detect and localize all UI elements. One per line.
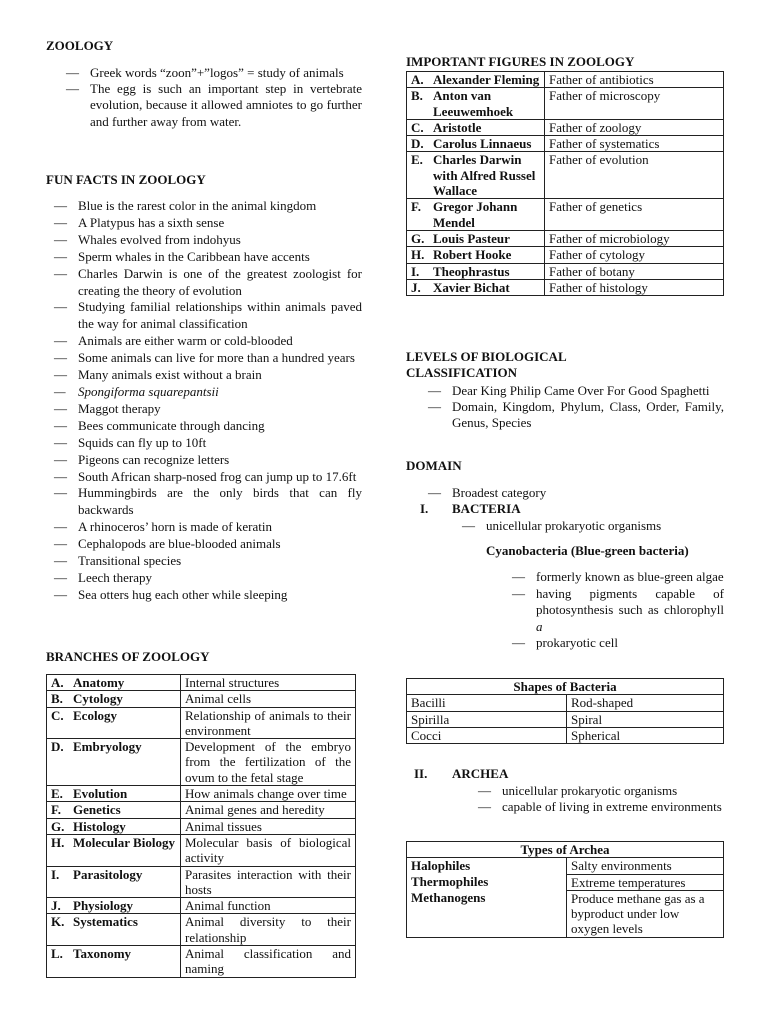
- figure-title: Father of microbiology: [545, 230, 724, 246]
- list-item: — Some animals can live for more than a hundred years: [54, 350, 362, 367]
- figure-name: [411, 280, 540, 295]
- branch-name-cell: [47, 691, 181, 707]
- figures-table: [406, 71, 724, 296]
- branch-label: Ecology: [73, 707, 118, 723]
- list-item: — A Platypus has a sixth sense: [54, 215, 362, 232]
- fun-facts-list: [54, 198, 362, 604]
- cyanobacteria-list: [512, 569, 724, 652]
- branch-label: Physiology: [73, 898, 133, 914]
- figure-label: Alexander Fleming: [433, 72, 540, 87]
- list-item: — Animals are either warm or cold-blooded: [54, 333, 362, 350]
- branch-label: Taxonomy: [73, 946, 132, 962]
- list-item: — Sperm whales in the Caribbean have accents: [54, 249, 362, 266]
- figure-name: [411, 231, 540, 246]
- list-item: — Charles Darwin is one of the greatest zoologist for creating the theory of evolution: [54, 266, 362, 300]
- branch-name: [51, 819, 176, 834]
- branch-desc: Parasites interaction with their hosts: [181, 866, 356, 898]
- figure-letter: A.: [411, 72, 424, 87]
- table-row: [47, 802, 356, 818]
- table-row: [407, 858, 724, 874]
- figure-name-cell: [407, 88, 545, 120]
- branch-letter: L.: [51, 946, 63, 962]
- figure-label: Xavier Bichat: [433, 279, 510, 295]
- branch-letter: H.: [51, 834, 65, 850]
- branch-name-cell: [47, 802, 181, 818]
- table-row: [47, 834, 356, 866]
- figures-heading: IMPORTANT FIGURES IN ZOOLOGY: [406, 54, 635, 69]
- branch-name-cell: [47, 707, 181, 739]
- branch-desc: Development of the embryo from the fertilization of the ovum to the fetal stage: [181, 739, 356, 786]
- list-item: — South African sharp-nosed frog can jump up to 17.6ft: [54, 469, 362, 486]
- table-row: [407, 230, 724, 246]
- figure-name-cell: [407, 119, 545, 135]
- branch-label: Histology: [73, 818, 126, 834]
- list-item: — Whales evolved from indohyus: [54, 232, 362, 249]
- figure-title: Father of botany: [545, 263, 724, 279]
- list-item: — Bees communicate through dancing: [54, 418, 362, 435]
- table-row: [47, 898, 356, 914]
- archea-type-name: Halophiles: [407, 858, 567, 874]
- figure-title: Father of evolution: [545, 152, 724, 199]
- cyanobacteria-point-italic: a: [536, 618, 543, 634]
- bacteria-list: [462, 518, 724, 534]
- figure-letter: C.: [411, 119, 424, 135]
- archea-type-name: Thermophiles: [407, 874, 567, 890]
- branch-letter: C.: [51, 707, 64, 723]
- list-item: — A rhinoceros’ horn is made of keratin: [54, 519, 362, 536]
- branch-desc: Animal function: [181, 898, 356, 914]
- cyanobacteria-heading: Cyanobacteria (Blue-green bacteria): [486, 543, 689, 558]
- table-row: [407, 136, 724, 152]
- bacteria-number: I.: [420, 501, 429, 516]
- branch-name-cell: [47, 786, 181, 802]
- domain-heading: DOMAIN: [406, 458, 462, 473]
- branch-letter: B.: [51, 691, 63, 707]
- figure-letter: F.: [411, 199, 421, 215]
- figure-title: Father of histology: [545, 279, 724, 295]
- branch-name-cell: [47, 818, 181, 834]
- branch-name-cell: [47, 866, 181, 898]
- figure-name: [411, 199, 540, 230]
- shapes-of-bacteria-table: [406, 678, 724, 744]
- figure-name-cell: [407, 199, 545, 231]
- table-row: [47, 786, 356, 802]
- figure-name-cell: [407, 136, 545, 152]
- table-row: [47, 866, 356, 898]
- figure-title: Father of cytology: [545, 247, 724, 263]
- branch-desc: Relationship of animals to their environment: [181, 707, 356, 739]
- figure-letter: D.: [411, 136, 424, 152]
- figure-letter: B.: [411, 88, 423, 104]
- branch-desc: Animal cells: [181, 691, 356, 707]
- archea-title: ARCHEA: [452, 766, 509, 781]
- branch-letter: A.: [51, 675, 64, 690]
- list-item: — Cephalopods are blue-blooded animals: [54, 536, 362, 553]
- table-row: [407, 119, 724, 135]
- figure-name: [411, 152, 540, 198]
- figure-letter: G.: [411, 230, 425, 246]
- figure-label: Louis Pasteur: [433, 230, 510, 246]
- figure-title: Father of microscopy: [545, 88, 724, 120]
- branch-desc: Animal genes and heredity: [181, 802, 356, 818]
- list-item: — Transitional species: [54, 553, 362, 570]
- archea-type-env: Salty environments: [567, 858, 724, 874]
- archea-heading: [414, 766, 508, 782]
- bacteria-shape: Rod-shaped: [567, 695, 724, 711]
- figure-name-cell: [407, 72, 545, 88]
- branches-table: [46, 674, 356, 978]
- bacteria-title: BACTERIA: [452, 501, 521, 516]
- branch-desc: Internal structures: [181, 675, 356, 691]
- branch-label: Evolution: [73, 786, 128, 802]
- figure-name: [411, 264, 540, 279]
- branch-name: [51, 739, 176, 754]
- list-item: — Many animals exist without a brain: [54, 367, 362, 384]
- branch-letter: D.: [51, 739, 64, 755]
- branch-name: [51, 898, 176, 913]
- figure-title: Father of genetics: [545, 199, 724, 231]
- branch-letter: E.: [51, 786, 63, 802]
- list-item: — prokaryotic cell: [512, 635, 724, 652]
- table-row: [407, 695, 724, 711]
- figure-name: [411, 247, 540, 262]
- list-item: — Leech therapy: [54, 570, 362, 587]
- figure-letter: J.: [411, 279, 421, 295]
- branch-desc: Animal classification and naming: [181, 946, 356, 978]
- list-item: — Squids can fly up to 10ft: [54, 435, 362, 452]
- branch-label: Systematics: [73, 914, 138, 930]
- figure-name-cell: [407, 230, 545, 246]
- branch-desc: Molecular basis of biological activity: [181, 834, 356, 866]
- table-row: [407, 263, 724, 279]
- list-item: — unicellular prokaryotic organisms: [462, 518, 724, 534]
- branch-label: Cytology: [73, 691, 123, 707]
- archea-type-env: Produce methane gas as a byproduct under low oxygen levels: [567, 890, 724, 937]
- figure-name: [411, 72, 540, 87]
- table-row: [47, 818, 356, 834]
- branch-name: [51, 802, 176, 817]
- archea-type-env: Extreme temperatures: [567, 874, 724, 890]
- list-item: — unicellular prokaryotic organisms: [478, 783, 724, 799]
- branch-name: [51, 946, 176, 961]
- levels-list: [428, 383, 724, 432]
- table-row: [407, 199, 724, 231]
- branch-letter: K.: [51, 914, 65, 930]
- table-row: [407, 72, 724, 88]
- archea-type-name: Methanogens: [407, 890, 567, 937]
- figure-title: Father of systematics: [545, 136, 724, 152]
- table-row: [407, 727, 724, 743]
- table-row: [47, 707, 356, 739]
- branch-label: Parasitology: [73, 866, 143, 882]
- branch-name-cell: [47, 914, 181, 946]
- branch-name: [51, 675, 176, 690]
- table-row: [47, 691, 356, 707]
- branch-name-cell: [47, 675, 181, 691]
- branch-name: [51, 708, 176, 723]
- zoology-list: [66, 65, 362, 130]
- table-row: [47, 946, 356, 978]
- list-item: — Maggot therapy: [54, 401, 362, 418]
- branch-desc: How animals change over time: [181, 786, 356, 802]
- branch-label: Embryology: [73, 739, 142, 755]
- branch-name: [51, 835, 176, 850]
- branch-name-cell: [47, 739, 181, 786]
- zoology-heading: ZOOLOGY: [46, 38, 114, 53]
- bacteria-shape: Spherical: [567, 727, 724, 743]
- branch-label: Genetics: [73, 802, 121, 818]
- types-of-archea-table: [406, 841, 724, 938]
- table-row: [407, 152, 724, 199]
- list-item: — Pigeons can recognize letters: [54, 452, 362, 469]
- figure-label: Anton van Leeuwemhoek: [433, 88, 514, 119]
- table-row: [407, 874, 724, 890]
- figure-letter: I.: [411, 263, 420, 279]
- branch-name-cell: [47, 834, 181, 866]
- branch-name-cell: [47, 898, 181, 914]
- archea-list: [478, 783, 724, 815]
- list-item: — Spongiforma squarepantsii: [54, 384, 362, 401]
- branch-label: Molecular Biology: [73, 834, 175, 850]
- list-item: — capable of living in extreme environments: [478, 799, 724, 815]
- list-item: — Studying familial relationships within animals paved the way for animal classification: [54, 299, 362, 333]
- table-row: [47, 914, 356, 946]
- branch-desc: Animal tissues: [181, 818, 356, 834]
- list-item: — The egg is such an important step in vertebrate evolution, because it allowed amniotes to go further and further away from water.: [66, 81, 362, 130]
- table-row: [407, 88, 724, 120]
- figure-label: Gregor Johann Mendel: [433, 199, 518, 230]
- figure-label: Theophrastus: [433, 263, 510, 279]
- bacteria-heading: [420, 501, 521, 517]
- list-item: — Blue is the rarest color in the animal kingdom: [54, 198, 362, 215]
- bacteria-shape: Spiral: [567, 711, 724, 727]
- figure-label: Robert Hooke: [433, 247, 512, 263]
- figure-name: [411, 88, 540, 119]
- table-caption: Types of Archea: [407, 842, 724, 858]
- figure-name: [411, 136, 540, 151]
- domain-list: [428, 485, 724, 501]
- bacteria-name: Cocci: [407, 727, 567, 743]
- table-row: [407, 247, 724, 263]
- figure-label: Aristotle: [433, 119, 482, 135]
- figure-name-cell: [407, 263, 545, 279]
- branch-desc: Animal diversity to their relationship: [181, 914, 356, 946]
- list-item: — Domain, Kingdom, Phylum, Class, Order, Family, Genus, Species: [428, 399, 724, 431]
- branch-letter: J.: [51, 898, 61, 914]
- list-item: — Greek words “zoon”+”logos” = study of animals: [66, 65, 362, 81]
- branch-letter: G.: [51, 818, 65, 834]
- figure-name-cell: [407, 279, 545, 295]
- branch-name: [51, 867, 176, 882]
- branch-letter: I.: [51, 866, 60, 882]
- table-row: [47, 739, 356, 786]
- branch-letter: F.: [51, 802, 61, 818]
- figure-title: Father of antibiotics: [545, 72, 724, 88]
- bacteria-name: Bacilli: [407, 695, 567, 711]
- list-item: — Broadest category: [428, 485, 724, 501]
- levels-heading: LEVELS OF BIOLOGICAL CLASSIFICATION: [406, 349, 566, 380]
- figure-title: Father of zoology: [545, 119, 724, 135]
- table-row: [407, 711, 724, 727]
- branches-heading: BRANCHES OF ZOOLOGY: [46, 649, 210, 664]
- table-caption: Shapes of Bacteria: [407, 679, 724, 695]
- table-row: [47, 675, 356, 691]
- list-item: [512, 586, 724, 636]
- bacteria-name: Spirilla: [407, 711, 567, 727]
- archea-number: II.: [414, 766, 428, 781]
- table-row: [407, 890, 724, 937]
- branch-name: [51, 914, 176, 929]
- figure-name-cell: [407, 247, 545, 263]
- cyanobacteria-point-text: having pigments capable of photosynthesis such as chlorophyll: [536, 585, 724, 618]
- table-row: [407, 279, 724, 295]
- figure-name-cell: [407, 152, 545, 199]
- figure-letter: E.: [411, 152, 423, 168]
- figure-label: Charles Darwin with Alfred Russel Wallace: [433, 152, 536, 199]
- figure-label: Carolus Linnaeus: [433, 136, 532, 152]
- figure-name: [411, 120, 540, 135]
- list-item: — formerly known as blue-green algae: [512, 569, 724, 586]
- list-item: — Dear King Philip Came Over For Good Spaghetti: [428, 383, 724, 399]
- list-item: — Sea otters hug each other while sleeping: [54, 587, 362, 604]
- branch-label: Anatomy: [73, 675, 125, 690]
- branch-name: [51, 691, 176, 706]
- branch-name: [51, 786, 176, 801]
- figure-letter: H.: [411, 247, 425, 263]
- fun-facts-heading: FUN FACTS IN ZOOLOGY: [46, 172, 206, 187]
- branch-name-cell: [47, 946, 181, 978]
- list-item: — Hummingbirds are the only birds that can fly backwards: [54, 485, 362, 519]
